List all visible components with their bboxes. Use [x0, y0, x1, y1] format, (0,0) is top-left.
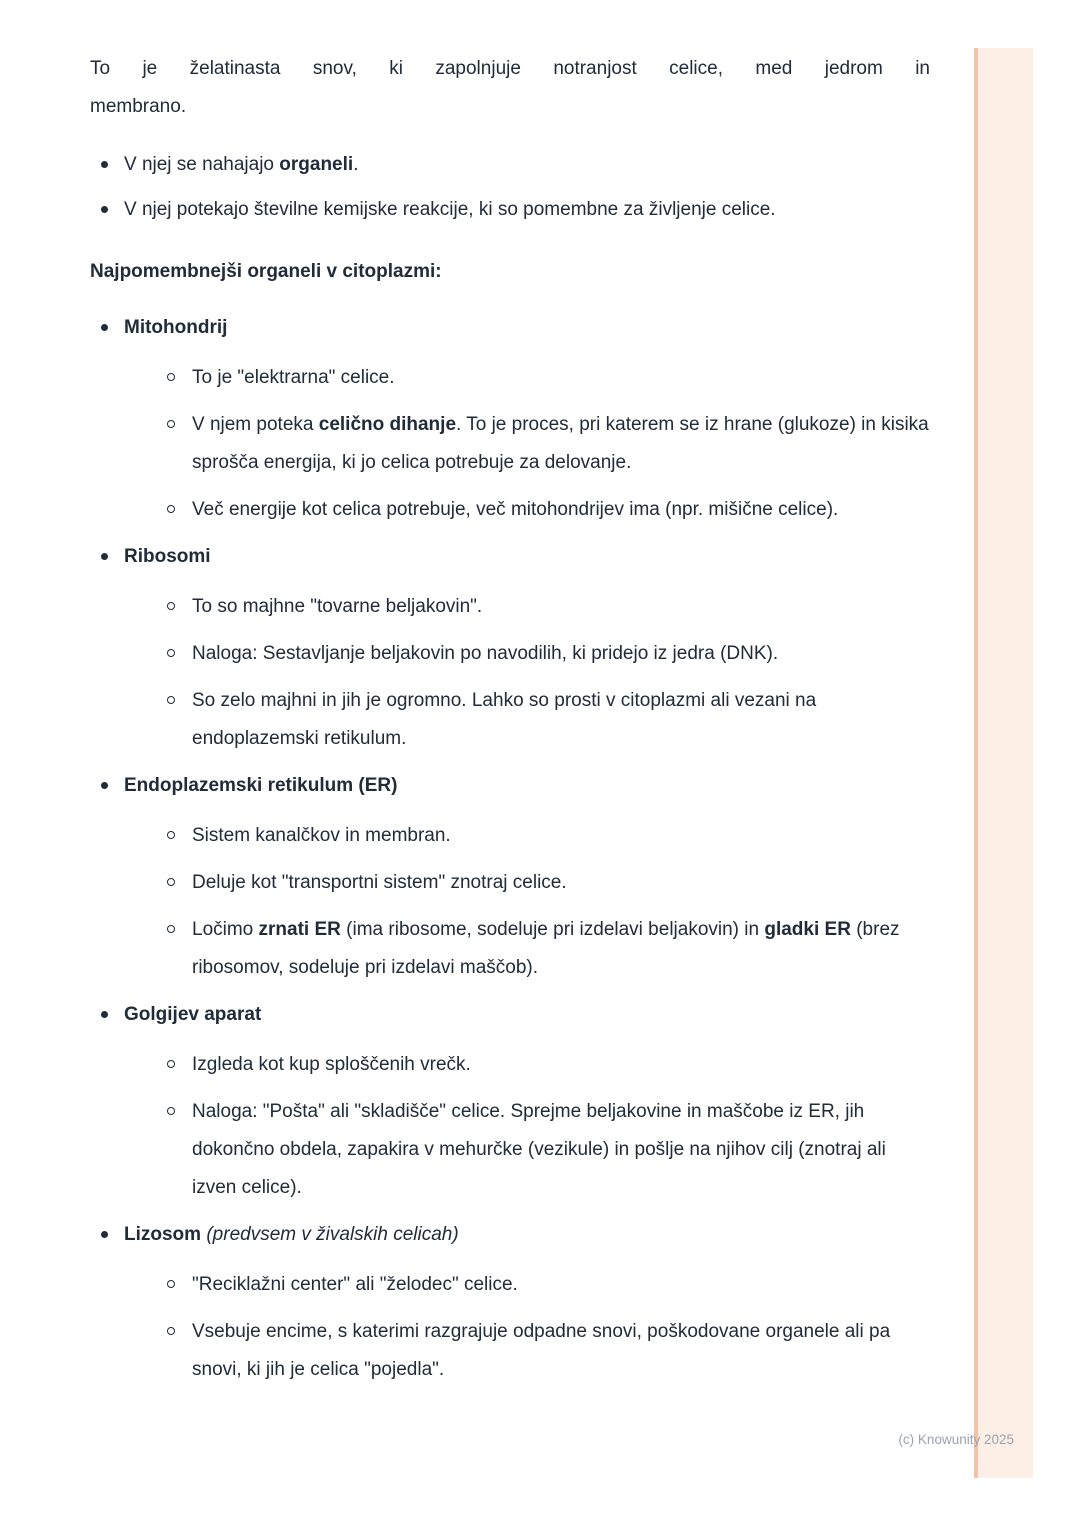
sub-bullet-item	[124, 588, 930, 626]
bullet-item	[90, 146, 930, 184]
circle-bullet-icon	[167, 925, 175, 933]
organelle-title	[124, 1224, 459, 1245]
text-segment: Več energije kot celica potrebuje, več mitohondrijev ima (npr. mišične celice).	[192, 499, 839, 520]
sub-bullet-item	[124, 1313, 930, 1389]
text-segment: Naloga: "Pošta" ali "skladišče" celice. Sprejme beljakovine in maščobe iz ER, jih dokončno obdela, zapakira v mehurčke (vezikule) in pošlje na njihov cilj (znotraj ali izven celice).	[192, 1101, 886, 1198]
text-segment: Vsebuje encime, s katerimi razgrajuje odpadne snovi, poškodovane organele ali pa snovi, ki jih je celica "pojedla".	[192, 1321, 891, 1380]
text-segment: V njem poteka	[192, 414, 319, 435]
circle-bullet-icon	[167, 649, 175, 657]
organelle-list	[90, 309, 930, 1389]
text-segment: (ima ribosome, sodeluje pri izdelavi beljakovin) in	[340, 919, 765, 940]
sub-bullet-item	[124, 359, 930, 397]
text-segment: To so majhne "tovarne beljakovin".	[192, 596, 483, 617]
sub-bullet-item	[124, 1046, 930, 1084]
sub-bullet-item	[124, 682, 930, 758]
text-segment: Deluje kot "transportni sistem" znotraj celice.	[192, 872, 567, 893]
bullet-dot-icon	[101, 1231, 108, 1238]
text-segment: Sistem kanalčkov in membran.	[192, 825, 451, 846]
circle-bullet-icon	[167, 878, 175, 886]
text-segment: V njej se nahajajo	[124, 154, 280, 175]
organelle-title	[124, 546, 211, 567]
text-segment: (predvsem v živalskih celicah)	[206, 1224, 459, 1245]
text-segment: To je "elektrarna" celice.	[192, 367, 395, 388]
text-segment: Naloga: Sestavljanje beljakovin po navodilih, ki pridejo iz jedra (DNK).	[192, 643, 779, 664]
sub-bullet-item	[124, 491, 930, 529]
circle-bullet-icon	[167, 831, 175, 839]
organelle-title	[124, 775, 397, 796]
sub-bullet-item	[124, 635, 930, 673]
organelle-title	[124, 1004, 261, 1025]
intro-line: To je želatinasta snov, ki zapolnjuje notranjost celice, med jedrom in	[90, 58, 930, 79]
sub-bullet-item	[124, 1266, 930, 1304]
text-segment: Lizosom	[124, 1224, 202, 1245]
organelle-item	[90, 1216, 930, 1389]
text-segment: Endoplazemski retikulum (ER)	[124, 775, 398, 796]
text-segment: "Reciklažni center" ali "želodec" celice.	[192, 1274, 518, 1295]
bullet-dot-icon	[101, 161, 108, 168]
organelle-item	[90, 767, 930, 987]
bullet-dot-icon	[101, 206, 108, 213]
sub-bullet-item	[124, 817, 930, 855]
intro-line: membrano.	[90, 96, 187, 117]
organelle-title	[124, 317, 227, 338]
circle-bullet-icon	[167, 1280, 175, 1288]
bullet-dot-icon	[101, 782, 108, 789]
sub-bullet-item	[124, 1093, 930, 1207]
sub-bullet-item	[124, 406, 930, 482]
text-segment: (brez ribosomov, sodeluje pri izdelavi maščob).	[192, 919, 900, 978]
text-segment: .	[353, 154, 359, 175]
circle-bullet-icon	[167, 1327, 175, 1335]
circle-bullet-icon	[167, 420, 175, 428]
organelle-point-list	[124, 359, 930, 529]
organelle-item	[90, 538, 930, 758]
organelle-point-list	[124, 1046, 930, 1207]
text-segment: gladki ER	[764, 919, 851, 940]
text-segment: zrnati ER	[258, 919, 341, 940]
top-bullet-list	[90, 146, 930, 229]
document-content	[90, 50, 930, 1398]
bullet-dot-icon	[101, 1011, 108, 1018]
text-segment: celično dihanje	[318, 414, 457, 435]
text-segment: Golgijev aparat	[124, 1004, 262, 1025]
sub-bullet-item	[124, 911, 930, 987]
circle-bullet-icon	[167, 1107, 175, 1115]
bullet-dot-icon	[101, 324, 108, 331]
right-accent-strip	[974, 48, 1033, 1478]
circle-bullet-icon	[167, 505, 175, 513]
organelle-item	[90, 996, 930, 1207]
circle-bullet-icon	[167, 373, 175, 381]
text-segment: Mitohondrij	[124, 317, 228, 338]
bullet-dot-icon	[101, 553, 108, 560]
text-segment: . To je proces, pri katerem se iz hrane (glukoze) in kisika sprošča energija, ki jo celica potrebuje za delovanje.	[192, 414, 929, 473]
sub-bullet-item	[124, 864, 930, 902]
text-segment: Ločimo	[192, 919, 259, 940]
circle-bullet-icon	[167, 602, 175, 610]
organelle-point-list	[124, 817, 930, 987]
copyright-watermark: (c) Knowunity 2025	[898, 1432, 1014, 1447]
text-segment: V njej potekajo številne kemijske reakcije, ki so pomembne za življenje celice.	[124, 199, 776, 220]
bullet-item	[90, 191, 930, 229]
intro-paragraph	[90, 50, 930, 126]
section-heading: Najpomembnejši organeli v citoplazmi:	[90, 261, 442, 282]
text-segment: So zelo majhni in jih je ogromno. Lahko so prosti v citoplazmi ali vezani na endoplazemski retikulum.	[192, 690, 817, 749]
organelle-point-list	[124, 588, 930, 758]
text-segment: organeli	[279, 154, 354, 175]
circle-bullet-icon	[167, 696, 175, 704]
text-segment: Izgleda kot kup sploščenih vrečk.	[192, 1054, 471, 1075]
circle-bullet-icon	[167, 1060, 175, 1068]
organelle-item	[90, 309, 930, 529]
text-segment: Ribosomi	[124, 546, 211, 567]
organelle-point-list	[124, 1266, 930, 1389]
